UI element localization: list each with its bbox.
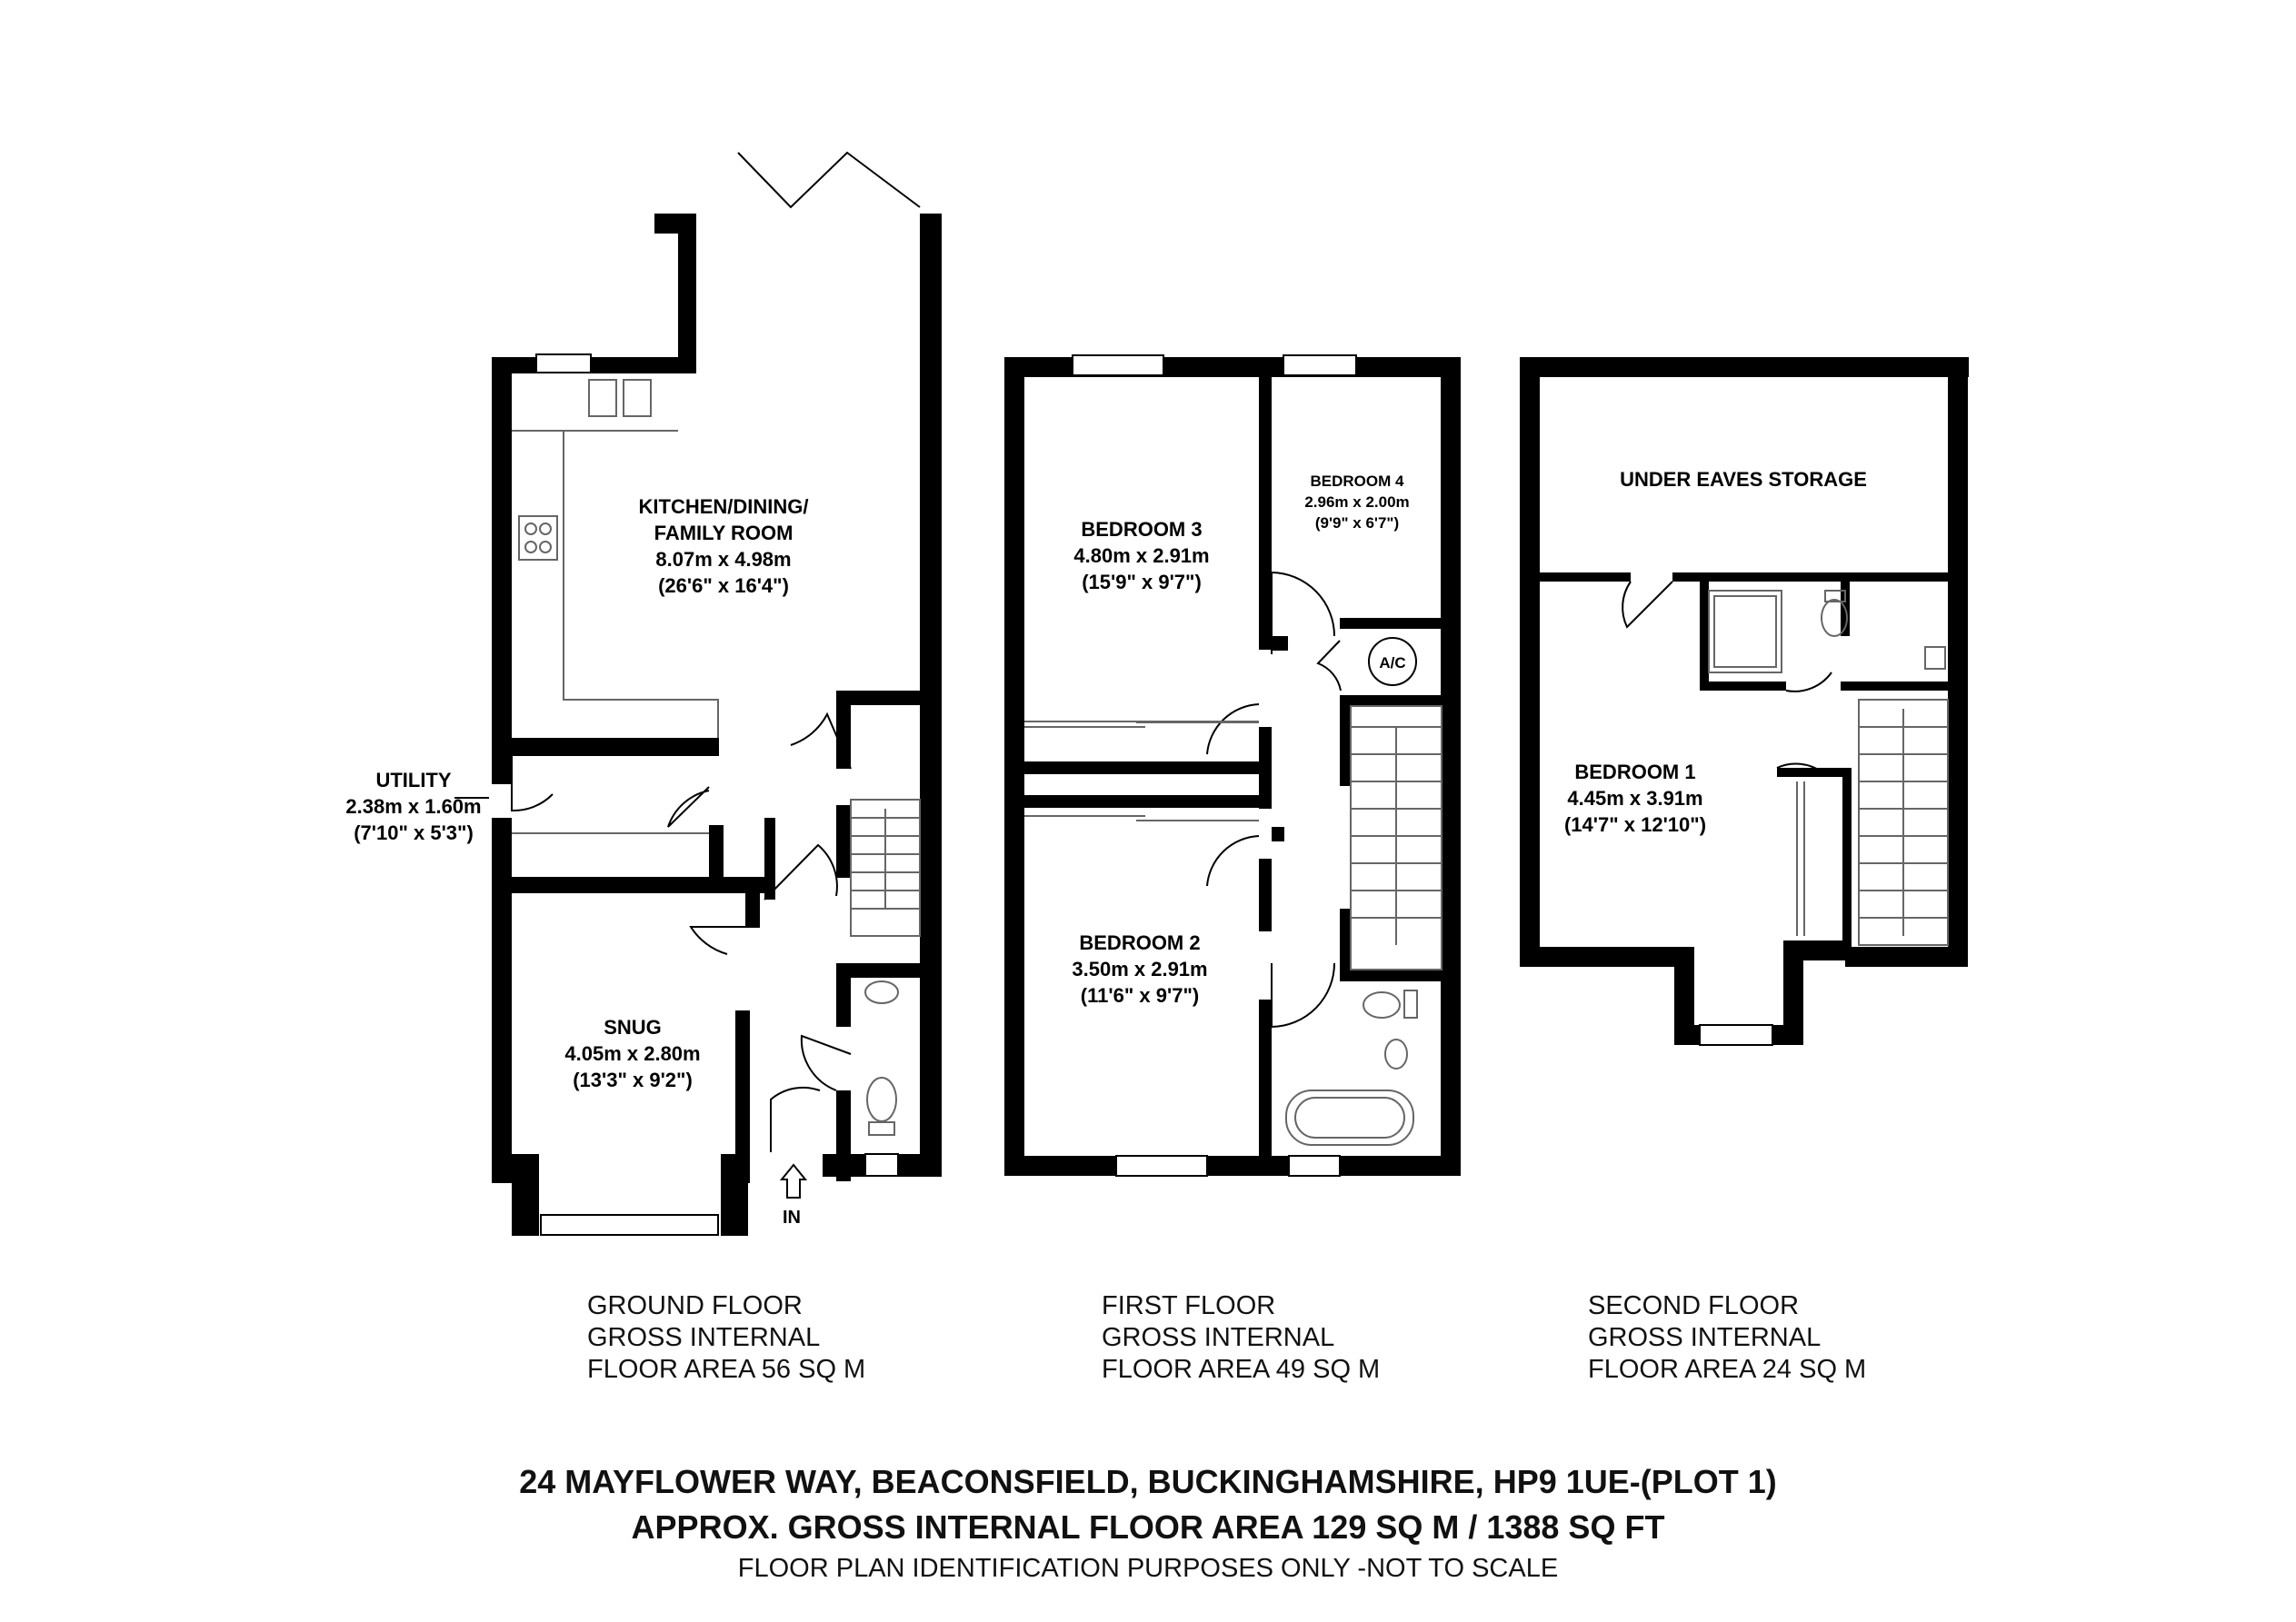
second-floor-caption-line: SECOND FLOOR bbox=[1588, 1291, 1800, 1320]
bedroom1-imperial: (14'7" x 12'10") bbox=[1563, 813, 1707, 836]
second-floor-fixtures bbox=[1709, 591, 1945, 936]
bedroom2-metric: 3.50m x 2.91m bbox=[1072, 958, 1208, 980]
snug-name: SNUG bbox=[604, 1016, 662, 1039]
ground-floor-plan bbox=[345, 153, 942, 1236]
bedroom1-name: BEDROOM 1 bbox=[1574, 761, 1696, 783]
snug-imperial: (13'3" x 9'2") bbox=[573, 1069, 693, 1091]
ac-cupboard-label: A/C bbox=[1379, 654, 1406, 672]
second-floor-doors bbox=[1622, 582, 1832, 772]
utility-name: UTILITY bbox=[375, 769, 452, 791]
bedroom3-imperial: (15'9" x 9'7") bbox=[1082, 571, 1202, 593]
total-floor-area: APPROX. GROSS INTERNAL FLOOR AREA 129 SQ M / 1388 SQ FT bbox=[631, 1508, 1665, 1546]
second-floor-stairs bbox=[1859, 700, 1948, 945]
storage-name: UNDER EAVES STORAGE bbox=[1620, 468, 1867, 491]
ground-floor-caption bbox=[587, 1290, 865, 1386]
second-floor-caption-line: FLOOR AREA 24 SQ M bbox=[1588, 1355, 1867, 1384]
kitchen-imperial: (26'6" x 16'4") bbox=[658, 574, 789, 597]
utility-metric: 2.38m x 1.60m bbox=[345, 795, 482, 818]
bedroom2-name: BEDROOM 2 bbox=[1079, 931, 1201, 954]
entrance-arrow-icon bbox=[782, 1165, 805, 1198]
bedroom4-imperial: (9'9" x 6'7") bbox=[1314, 514, 1400, 532]
second-floor-windows bbox=[1700, 1025, 1772, 1045]
ground-stairs bbox=[851, 800, 920, 936]
bifold-doors bbox=[738, 153, 920, 207]
bedroom2-imperial: (11'6" x 9'7") bbox=[1080, 984, 1200, 1007]
utility-imperial: (7'10" x 5'3") bbox=[354, 821, 474, 844]
ground-floor-caption-line: GROSS INTERNAL bbox=[587, 1323, 821, 1352]
second-floor-plan bbox=[1520, 357, 1969, 1045]
first-floor-stairs bbox=[1351, 706, 1442, 970]
first-floor-caption-line: FIRST FLOOR bbox=[1102, 1291, 1276, 1320]
ground-wc-fixtures bbox=[865, 981, 898, 1135]
first-floor-bathroom-fixtures bbox=[1286, 990, 1417, 1145]
first-floor-caption-line: FLOOR AREA 49 SQ M bbox=[1102, 1355, 1381, 1384]
bedroom4-name: BEDROOM 4 bbox=[1310, 473, 1404, 490]
kitchen-name-1: KITCHEN/DINING/ bbox=[638, 495, 809, 518]
entrance-label: IN bbox=[783, 1208, 801, 1228]
ground-floor-caption-line: FLOOR AREA 56 SQ M bbox=[587, 1355, 866, 1384]
snug-metric: 4.05m x 2.80m bbox=[564, 1042, 701, 1065]
bedroom1-metric: 4.45m x 3.91m bbox=[1567, 787, 1703, 810]
disclaimer: FLOOR PLAN IDENTIFICATION PURPOSES ONLY -NOT TO SCALE bbox=[737, 1554, 1559, 1583]
bedroom4-metric: 2.96m x 2.00m bbox=[1304, 493, 1410, 511]
property-address: 24 MAYFLOWER WAY, BEACONSFIELD, BUCKINGHAMSHIRE, HP9 1UE-(PLOT 1) bbox=[519, 1463, 1777, 1500]
first-floor-caption-line: GROSS INTERNAL bbox=[1102, 1323, 1335, 1352]
first-floor-plan bbox=[1004, 355, 1461, 1176]
ground-floor-caption-line: GROUND FLOOR bbox=[587, 1291, 803, 1320]
first-floor-caption bbox=[1102, 1290, 1380, 1386]
kitchen-metric: 8.07m x 4.98m bbox=[655, 548, 792, 571]
second-floor-caption bbox=[1588, 1290, 1866, 1386]
kitchen-name-2: FAMILY ROOM bbox=[654, 522, 794, 544]
bedroom3-metric: 4.80m x 2.91m bbox=[1073, 544, 1210, 567]
bedroom3-name: BEDROOM 3 bbox=[1081, 518, 1203, 541]
second-floor-caption-line: GROSS INTERNAL bbox=[1588, 1323, 1822, 1352]
second-floor-walls bbox=[1520, 357, 1969, 1045]
